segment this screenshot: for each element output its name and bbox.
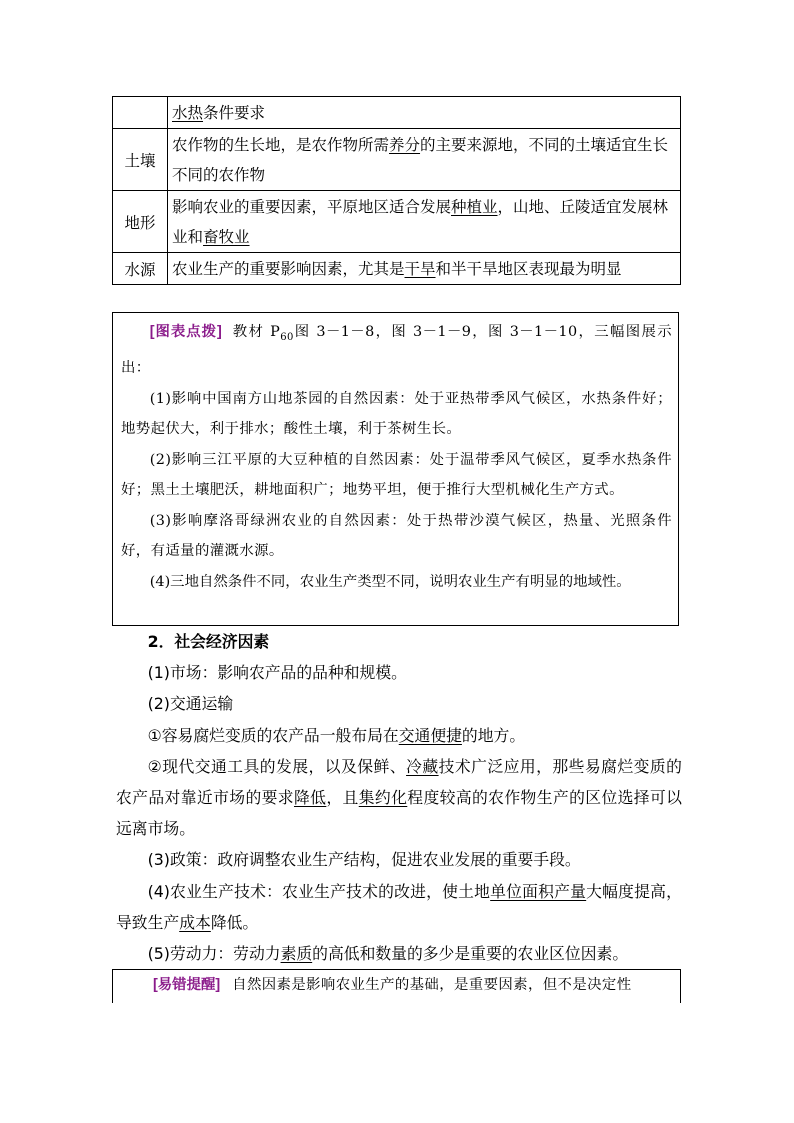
chart-tip-tag: [图表点拨] <box>149 324 222 340</box>
text-run: 农业生产的重要影响因素，尤其是 <box>172 259 405 278</box>
table-row <box>113 97 681 129</box>
factor-desc-cell <box>168 97 681 129</box>
text-run: 的主要来源地，不同的土壤适宜生长不同的农作物 <box>172 135 669 184</box>
transport-title: (2)交通运输 <box>147 694 234 714</box>
text-run: ①容易腐烂变质的农产品一般布局在 <box>147 725 399 745</box>
underlined-term: 交通便捷 <box>398 725 462 745</box>
underlined-term: 畜牧业 <box>203 227 250 246</box>
chart-tip-item: (1)影响中国南方山地茶园的自然因素：处于亚热带季风气候区，水热条件好；地势起伏大，利于排水；酸性土壤，利于茶树生长。 <box>121 390 672 438</box>
underlined-term: 养分 <box>389 135 421 154</box>
text-run: ，且 <box>326 788 359 808</box>
text-run: 农作物的生长地，是农作物所需 <box>172 135 390 154</box>
policy-paragraph: (3)政策：政府调整农业生产结构，促进农业发展的重要手段。 <box>147 850 581 870</box>
text-run: 程度较高的农作物生产的区位选择可以远离市场。 <box>116 788 682 839</box>
table-row <box>113 191 681 253</box>
chart-tip-box <box>112 312 679 626</box>
underlined-term: 水热 <box>172 103 204 122</box>
text-run: ②现代交通工具的发展，以及保鲜、 <box>147 756 407 776</box>
underlined-term: 冷藏 <box>406 756 439 776</box>
chart-tip-intro-b: 图 3－1－8，图 3－1－9，图 3－1－10，三幅图展示出： <box>121 324 672 377</box>
table-row <box>113 129 681 191</box>
chart-tip-item: (2)影响三江平原的大豆种植的自然因素：处于温带季风气候区，夏季水热条件好；黑土土壤肥沃，耕地面积广；地势平坦，便于推行大型机械化生产方式。 <box>121 451 672 499</box>
factor-name-cell: 土壤 <box>113 129 168 191</box>
transport-point-1 <box>116 720 682 751</box>
chart-tip-item: (3)影响摩洛哥绿洲农业的自然因素：处于热带沙漠气候区，热量、光照条件好，有适量的灌溉水源。 <box>121 512 672 560</box>
factor-desc-cell <box>168 129 681 191</box>
warning-box <box>112 969 681 1003</box>
text-run: (5)劳动力：劳动力 <box>147 944 281 964</box>
factor-name-cell <box>113 97 168 129</box>
factor-name-cell: 地形 <box>113 191 168 253</box>
factor-name-cell: 水源 <box>113 253 168 285</box>
warning-text: 自然因素是影响农业生产的基础，是重要因素，但不是决定性 <box>232 977 632 993</box>
text-run: 条件要求 <box>203 103 266 122</box>
technology-paragraph <box>116 876 682 938</box>
text-run: 和半干旱地区表现最为明显 <box>435 259 622 278</box>
underlined-term: 种植业 <box>451 197 498 216</box>
underlined-term: 集约化 <box>358 788 408 808</box>
underlined-term: 单位面积产量 <box>490 881 587 901</box>
text-run: (4)农业生产技术：农业生产技术的改进，使土地 <box>147 881 491 901</box>
natural-factors-table <box>112 96 681 285</box>
chart-tip-page-number: 60 <box>280 331 294 343</box>
factor-desc-cell <box>168 191 681 253</box>
table-row <box>113 253 681 285</box>
market-paragraph: (1)市场：影响农产品的品种和规模。 <box>147 663 407 683</box>
factor-desc-cell <box>168 253 681 285</box>
text-run: ，山地、丘陵适宜发展林业和 <box>172 197 669 246</box>
underlined-term: 干旱 <box>404 259 436 278</box>
text-run: 大幅度提高，导致生产 <box>116 881 682 932</box>
transport-point-2 <box>116 751 682 845</box>
text-run: 的高低和数量的多少是重要的农业区位因素。 <box>312 944 629 964</box>
labor-paragraph <box>116 938 682 969</box>
section-heading: 2．社会经济因素 <box>147 632 270 651</box>
social-economic-section <box>116 626 682 969</box>
text-run: 的地方。 <box>461 725 526 745</box>
text-run: 降低。 <box>210 912 259 932</box>
text-run: 技术广泛应用，那些易腐烂变质的农产品对靠近市场的要求 <box>116 756 682 808</box>
chart-tip-item: (4)三地自然条件不同，农业生产类型不同，说明农业生产有明显的地域性。 <box>149 573 631 590</box>
chart-tip-intro <box>121 317 672 384</box>
chart-tip-intro-a: 教材 P <box>231 324 281 340</box>
warning-tag: [易错提醒] <box>153 977 221 993</box>
underlined-term: 成本 <box>179 912 211 932</box>
underlined-term: 素质 <box>280 944 313 964</box>
underlined-term: 降低 <box>293 788 327 808</box>
text-run: 影响农业的重要因素，平原地区适合发展 <box>172 197 452 216</box>
